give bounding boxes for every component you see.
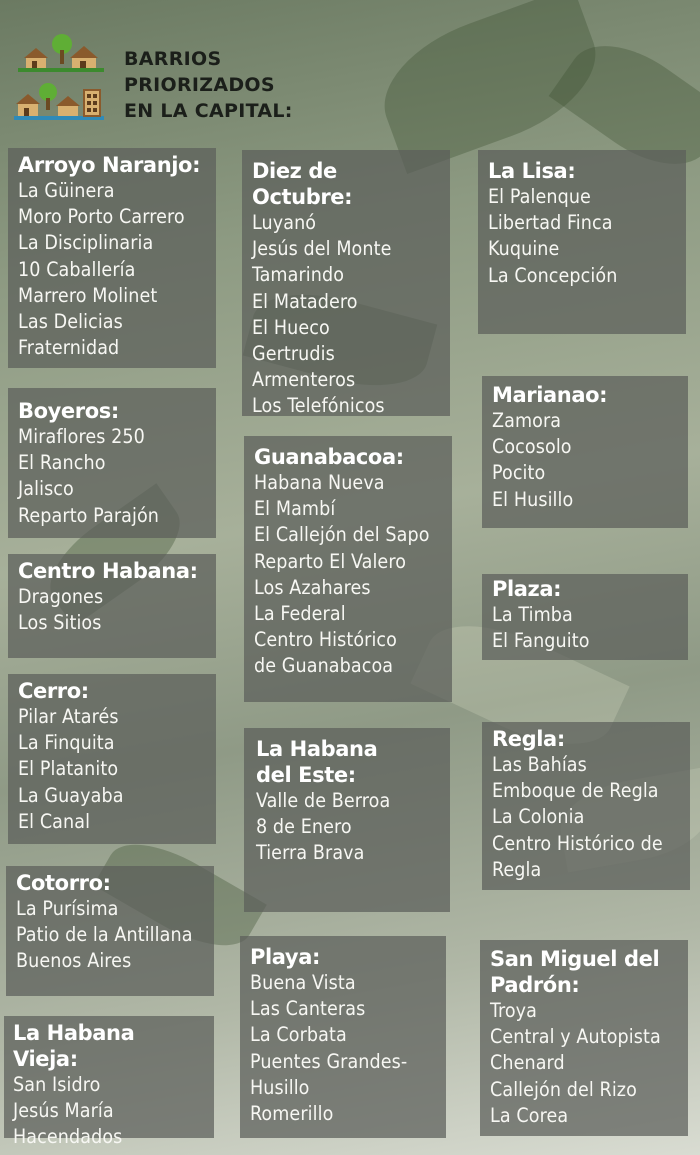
barrio-item: La Purísima xyxy=(16,897,119,920)
page-title xyxy=(124,46,293,124)
barrio-item: El Mambí xyxy=(254,497,336,521)
barrio-item: Los Sitios xyxy=(18,611,102,635)
barrio-list xyxy=(16,896,204,975)
municipality-box-plaza xyxy=(482,574,688,660)
municipality-title: Centro Habana: xyxy=(18,559,198,583)
barrio-item: Las Canteras xyxy=(250,997,366,1021)
barrio-item: Centro Histórico de xyxy=(492,831,663,855)
barrio-item: 10 Caballería xyxy=(18,257,136,281)
barrio-item: Hacendados xyxy=(13,1125,123,1149)
municipality-box-diez-de-octubre xyxy=(242,150,450,416)
municipality-title: Guanabacoa: xyxy=(254,445,404,469)
barrio-item: Kuquine xyxy=(488,237,560,261)
title-line: BARRIOS xyxy=(124,48,222,70)
municipality-box-guanabacoa xyxy=(244,436,452,702)
barrio-item: Luyanó xyxy=(252,211,317,234)
barrio-item: Los Telefónicos xyxy=(252,394,385,418)
barrio-item: Centro Histórico xyxy=(254,628,398,652)
barrio-item: Las Delicias xyxy=(18,310,123,334)
municipality-title: Arroyo Naranjo: xyxy=(18,153,201,177)
barrio-list xyxy=(252,210,440,420)
barrio-item: El Callejón del Sapo xyxy=(254,523,430,547)
barrio-item: Patio de la Antillana xyxy=(16,923,193,947)
municipality-box-regla xyxy=(482,722,690,890)
barrio-item: Troya xyxy=(490,999,537,1022)
municipality-title: La Habana Vieja: xyxy=(13,1021,135,1071)
barrio-list xyxy=(13,1072,204,1151)
barrio-item: El Platanito xyxy=(18,757,119,781)
barrio-list xyxy=(488,184,676,289)
barrio-item: Los Azahares xyxy=(254,575,371,599)
barrio-item: Reparto El Valero xyxy=(254,549,407,573)
municipality-box-la-habana-vieja xyxy=(4,1016,214,1149)
municipality-title: La Lisa: xyxy=(488,159,576,183)
barrio-item: La Guayaba xyxy=(18,783,124,807)
municipality-box-marianao xyxy=(482,376,688,528)
title-line: PRIORIZADOS xyxy=(124,74,275,96)
municipality-box-cotorro xyxy=(6,866,214,996)
municipality-box-playa xyxy=(240,936,446,1138)
barrio-item: Buena Vista xyxy=(250,971,356,994)
municipality-box-centro-habana xyxy=(8,554,216,658)
barrio-item: Libertad Finca xyxy=(488,211,613,235)
municipality-box-la-habana-del-este xyxy=(244,728,450,912)
barrio-item: Pilar Atarés xyxy=(18,705,119,728)
municipality-title: Cerro: xyxy=(18,679,89,703)
barrio-list xyxy=(18,704,206,835)
barrio-item: El Fanguito xyxy=(492,629,590,653)
barrio-item: Cocosolo xyxy=(492,435,572,459)
barrio-list xyxy=(492,752,680,883)
barrio-item: Dragones xyxy=(18,585,104,608)
barrio-item: El Canal xyxy=(18,809,91,833)
barrio-item: Regla xyxy=(492,857,542,881)
barrio-item: La Corea xyxy=(490,1103,569,1127)
municipality-box-san-miguel-del-padron xyxy=(480,940,688,1136)
barrio-item: La Güinera xyxy=(18,179,115,202)
municipality-box-arroyo-naranjo xyxy=(8,148,216,368)
barrio-item: Central y Autopista xyxy=(490,1025,661,1049)
barrio-item: Fraternidad xyxy=(18,336,120,360)
barrio-item: El Hueco xyxy=(252,315,330,339)
barrio-item: Habana Nueva xyxy=(254,471,385,494)
barrio-list xyxy=(492,602,678,654)
barrio-list xyxy=(492,408,678,513)
municipality-title: Plaza: xyxy=(492,577,562,601)
barrio-item: Buenos Aires xyxy=(16,949,132,973)
barrio-item: Emboque de Regla xyxy=(492,779,659,803)
barrio-item: Romerillo xyxy=(250,1102,334,1126)
barrio-item: Husillo xyxy=(250,1075,310,1099)
barrio-item: Tierra Brava xyxy=(256,841,365,865)
municipality-title: Marianao: xyxy=(492,383,608,407)
barrio-list xyxy=(490,998,678,1129)
barrio-item: La Timba xyxy=(492,603,573,626)
barrio-item: Las Bahías xyxy=(492,753,587,776)
municipality-title: Regla: xyxy=(492,727,565,751)
municipality-box-cerro xyxy=(8,674,216,844)
barrio-item: Puentes Grandes- xyxy=(250,1049,408,1073)
barrio-item: El Husillo xyxy=(492,487,574,511)
barrio-item: La Colonia xyxy=(492,805,585,829)
barrio-list xyxy=(18,584,206,636)
barrio-list xyxy=(18,424,206,529)
barrio-item: Jesús del Monte xyxy=(252,237,392,261)
barrio-item: La Finquita xyxy=(18,731,115,755)
municipality-title: Playa: xyxy=(250,945,320,969)
barrio-item: Gertrudis xyxy=(252,342,335,366)
barrio-item: Armenteros xyxy=(252,368,356,392)
barrio-item: La Concepción xyxy=(488,263,618,287)
header xyxy=(12,30,412,130)
municipality-title: Cotorro: xyxy=(16,871,111,895)
barrio-item: Zamora xyxy=(492,409,562,432)
barrio-item: Chenard xyxy=(490,1051,565,1075)
title-line: EN LA CAPITAL: xyxy=(124,100,293,122)
municipality-title: Diez de Octubre: xyxy=(252,159,353,209)
barrio-item: El Palenque xyxy=(488,185,591,208)
barrio-item: Valle de Berroa xyxy=(256,789,391,812)
barrio-item: El Rancho xyxy=(18,451,106,475)
barrio-item: La Federal xyxy=(254,602,346,626)
barrio-item: de Guanabacoa xyxy=(254,654,394,678)
barrio-item: Tamarindo xyxy=(252,263,345,287)
barrio-item: La Corbata xyxy=(250,1023,347,1047)
barrio-item: El Matadero xyxy=(252,289,358,313)
municipality-title: Boyeros: xyxy=(18,399,119,423)
municipality-box-boyeros xyxy=(8,388,216,538)
municipality-box-la-lisa xyxy=(478,150,686,334)
barrio-item: La Disciplinaria xyxy=(18,231,154,255)
houses-and-trees-icon xyxy=(12,30,108,126)
barrio-item: Jesús María xyxy=(13,1099,114,1123)
barrio-item: Pocito xyxy=(492,461,546,485)
barrio-item: 8 de Enero xyxy=(256,815,352,839)
barrio-item: Jalisco xyxy=(18,477,74,501)
barrio-list xyxy=(250,970,436,1127)
barrio-list xyxy=(256,788,440,867)
barrio-item: Callejón del Rizo xyxy=(490,1077,637,1101)
barrio-item: Moro Porto Carrero xyxy=(18,205,185,229)
barrio-list xyxy=(18,178,206,361)
barrio-item: Marrero Molinet xyxy=(18,283,158,307)
barrio-item: Miraflores 250 xyxy=(18,425,145,448)
municipality-title: San Miguel del Padrón: xyxy=(490,947,660,997)
barrio-item: San Isidro xyxy=(13,1073,101,1096)
municipality-title: La Habana del Este: xyxy=(256,737,378,787)
barrio-list xyxy=(254,470,442,680)
barrio-item: Reparto Parajón xyxy=(18,503,160,527)
